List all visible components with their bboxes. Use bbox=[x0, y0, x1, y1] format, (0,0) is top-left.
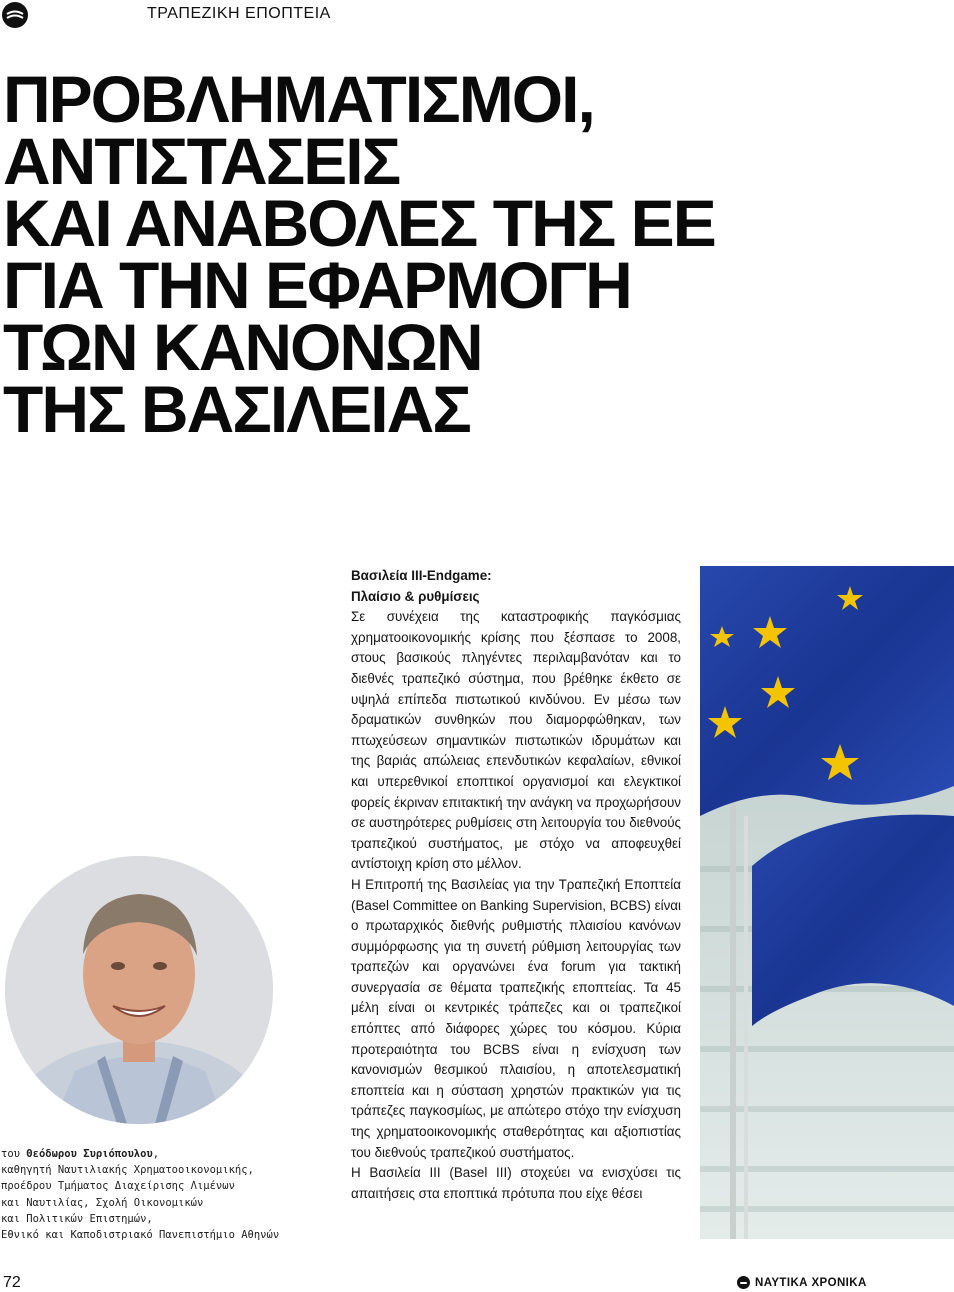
author-portrait bbox=[5, 856, 273, 1124]
article-subheading: Βασιλεία III-Endgame: bbox=[351, 568, 492, 583]
brand-name: ΝΑΥΤΙΚΑ ΧΡΟΝΙΚΑ bbox=[755, 1276, 867, 1289]
author-role-line: καθηγητή Ναυτιλιακής Χρηματοοικονομικής, bbox=[1, 1164, 254, 1177]
author-role-line: Εθνικό και Καποδιστριακό Πανεπιστήμιο Αθηνών bbox=[1, 1229, 280, 1242]
article-paragraph: Η Βασιλεία III (Basel III) στοχεύει να ενισχύσει τις απαιτήσεις στα εποπτικά πρότυπα που είχε θέσει bbox=[351, 1165, 681, 1201]
page-number: 72 bbox=[3, 1274, 21, 1291]
byline-prefix: του bbox=[1, 1148, 27, 1160]
author-byline bbox=[1, 1146, 301, 1243]
brand-dot-icon bbox=[737, 1276, 750, 1289]
article-headline bbox=[3, 62, 763, 446]
author-role-line: και Ναυτιλίας, Σχολή Οικονομικών bbox=[1, 1196, 204, 1209]
headline-line: ΤΗΣ ΒΑΣΙΛΕΙΑΣ bbox=[3, 372, 470, 446]
headline-line: ΚΑΙ ΑΝΑΒΟΛΕΣ ΤΗΣ ΕΕ bbox=[3, 186, 715, 260]
headline-line: ΠΡΟΒΛΗΜΑΤΙΣΜΟΙ, bbox=[3, 62, 594, 136]
eu-flag-photo bbox=[700, 566, 954, 1239]
article-body bbox=[351, 566, 681, 1204]
author-role-line: και Πολιτικών Επιστημών, bbox=[1, 1212, 153, 1225]
byline-suffix: , bbox=[152, 1148, 160, 1160]
byline-author-line bbox=[1, 1146, 301, 1162]
article-paragraph: Σε συνέχεια της καταστροφικής παγκόσμιας χρηματοοικονομικής κρίσης που ξέσπασε το 2008, στους βασικούς πληγέντες περιλαμβανόταν και το διεθνές τραπεζικό σύστημα, που βρέθηκε έκθετο σε υψηλά επίπεδα πιστωτικού κινδύνου. Εν μέσω των δραματικών συνθηκών που διαμορφώθηκαν, των πτωχεύσεων σημαντικών πιστωτικών ιδρυμάτων και της βαριάς απώλειας επενδυτικών κεφαλαίων, εθνικοί και υπερεθνικοί εποπτικοί οργανισμοί και ελεγκτικοί φορείς έκριναν επιτακτική την ανάγκη να προχωρήσουν σε αυστηρότερες ρυθμίσεις στη λειτουργία του διεθνούς τραπεζικού συστήματος, με στόχο να αποφευχθεί αντίστοιχη κρίση στο μέλλον. bbox=[351, 609, 681, 872]
section-label: ΤΡΑΠΕΖΙΚΗ ΕΠΟΠΤΕΙΑ bbox=[147, 5, 331, 22]
author-role-line: προέδρου Τμήματος Διαχείρισης Λιμένων bbox=[1, 1180, 235, 1193]
author-name: Θεόδωρου Συριόπουλου bbox=[26, 1148, 153, 1160]
article-paragraph: Η Επιτροπή της Βασιλείας για την Τραπεζική Εποπτεία (Basel Committee on Banking Supervision, BCBS) είναι ο πρωταρχικός διεθνής ρυθμιστής πλαισίου κανόνων συμμόρφωσης για τη συνετή ρύθμιση λειτουργίας των τραπεζών και οργανώνει ένα forum για τακτική συνεργασία σε θέματα τραπεζικής εποπτείας. Τα 45 μέλη είναι οι κεντρικές τράπεζες και οι τραπεζικοί επόπτες από διάφορες χώρες του κόσμου. Κύρια προτεραιότητα του BCBS είναι η ενίσχυση των κανονισμών θεσμικού πλαισίου, η αποτελεσματική εποπτεία και η σύσταση χρηστών πρακτικών για τις τράπεζες παγκοσμίως, με απώτερο στόχο την ενίσχυση της χρηματοοικονομικής σταθερότητας και αξιοπιστίας του διεθνούς τραπεζικού συστήματος. bbox=[351, 876, 681, 1160]
magazine-logo-icon bbox=[2, 2, 28, 28]
headline-line: ΑΝΤΙΣΤΑΣΕΙΣ bbox=[3, 124, 400, 198]
article-subheading: Πλαίσιο & ρυθμίσεις bbox=[351, 588, 480, 604]
headline-line: ΓΙΑ ΤΗΝ ΕΦΑΡΜΟΓΗ bbox=[3, 248, 631, 322]
headline-line: ΤΩΝ ΚΑΝΟΝΩΝ bbox=[3, 310, 482, 384]
footer-brand bbox=[737, 1276, 867, 1289]
